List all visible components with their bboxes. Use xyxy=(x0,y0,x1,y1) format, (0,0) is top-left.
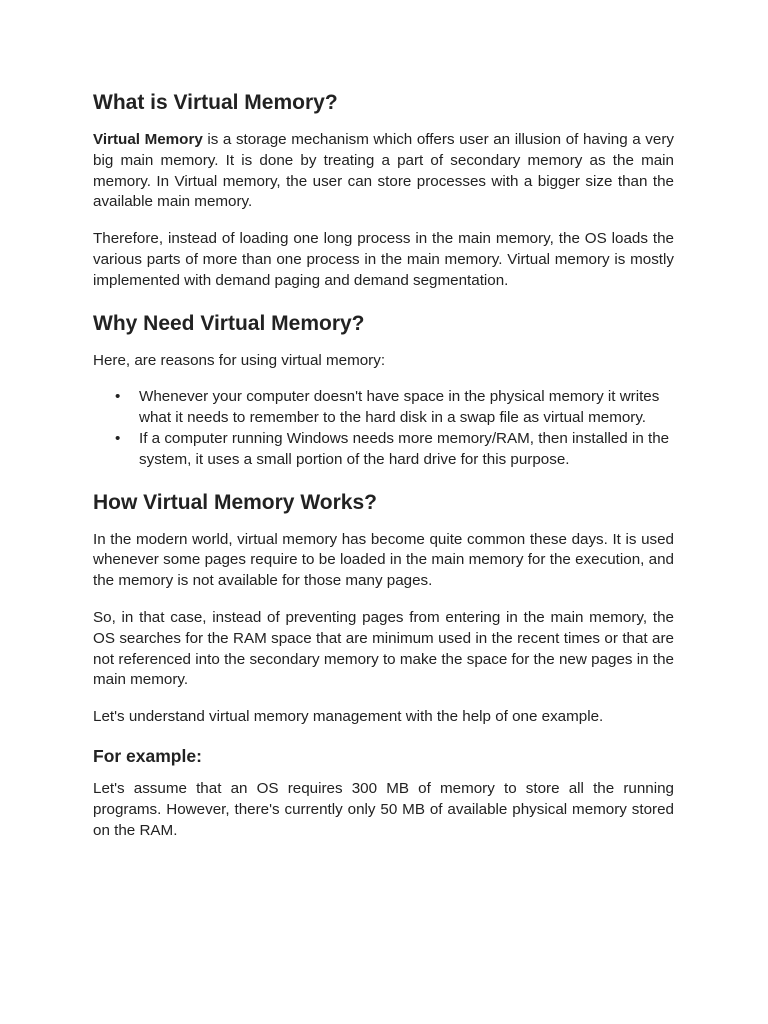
bullet-icon: • xyxy=(115,429,121,447)
heading-what-is-virtual-memory: What is Virtual Memory? xyxy=(93,91,338,114)
document-page xyxy=(93,88,674,857)
heading-why-need-virtual-memory: Why Need Virtual Memory? xyxy=(93,311,365,335)
paragraph-modern-world: In the modern world, virtual memory has become quite common these days. It is used whenever some pages require to be loaded in the main memory for the execution, and the memory is not available for those many pages. xyxy=(93,530,674,590)
list-item xyxy=(115,429,674,471)
heading-for-example: For example: xyxy=(93,745,202,766)
paragraph-example: Let's assume that an OS requires 300 MB of memory to store all the running programs. However, there's currently only 50 MB of available physical memory stored on the RAM. xyxy=(93,779,674,839)
paragraph-in-that-case: So, in that case, instead of preventing pages from entering in the main memory, the OS searches for the RAM space that are minimum used in the recent times or that are not referenced into the secondary memory to make the space for the new pages in the main memory. xyxy=(93,608,674,689)
term-virtual-memory: Virtual Memory xyxy=(93,131,203,148)
paragraph-lets-understand: Let's understand virtual memory management with the help of one example. xyxy=(93,708,604,726)
paragraph-loading: Therefore, instead of loading one long process in the main memory, the OS loads the various parts of more than one process in the main memory. Virtual memory is mostly implemented with demand paging and demand segmentation. xyxy=(93,230,674,289)
list-item xyxy=(115,387,674,429)
paragraph-definition xyxy=(93,130,674,213)
paragraph-reasons-intro: Here, are reasons for using virtual memory: xyxy=(93,351,386,369)
heading-how-virtual-memory-works: How Virtual Memory Works? xyxy=(93,490,377,514)
list-item-text: Whenever your computer doesn't have space in the physical memory it writes what it needs to remember to the hard disk in a swap file as virtual memory. xyxy=(139,388,660,427)
list-item-text: If a computer running Windows needs more memory/RAM, then installed in the system, it uses a small portion of the hard drive for this purpose. xyxy=(139,429,670,468)
bullet-icon: • xyxy=(115,388,121,406)
definition-text: is a storage mechanism which offers user an illusion of having a very big main memory. It is done by treating a part of secondary memory as the main memory. In Virtual memory, the user can store processes with a bigger size than the available main memory. xyxy=(93,131,674,211)
reasons-list xyxy=(93,387,674,470)
